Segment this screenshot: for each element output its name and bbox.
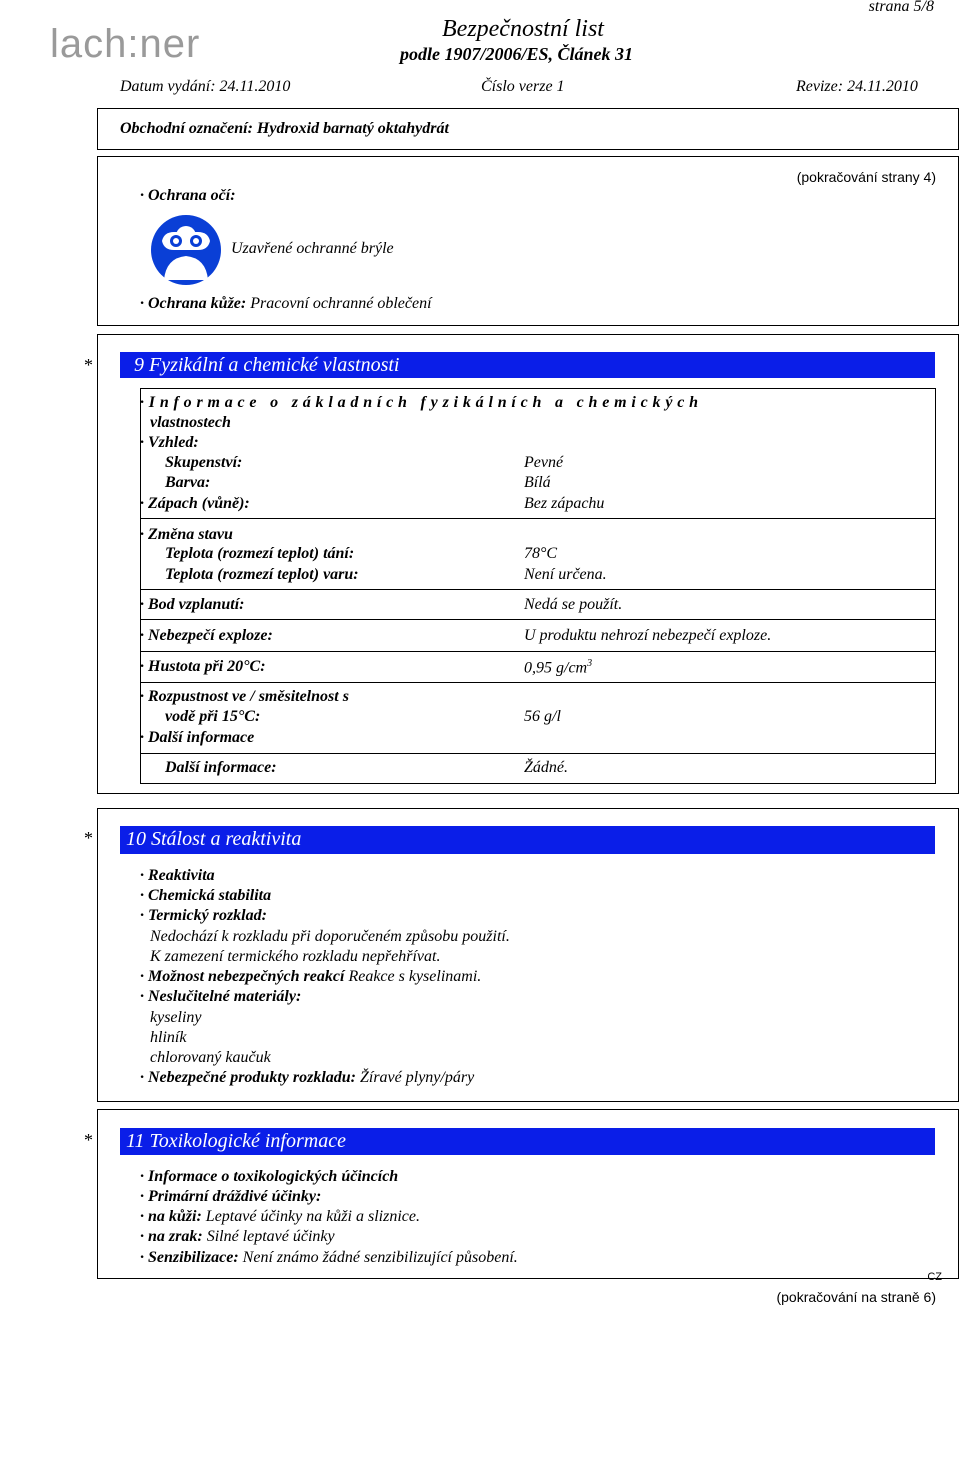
incompatible-material-item: chlorovaný kaučuk [150, 1049, 271, 1066]
boiling-point-value: Není určena. [524, 566, 607, 583]
incompatible-materials-label: · Neslučitelné materiály: [140, 988, 302, 1005]
sensitization-row [140, 1249, 518, 1267]
continued-on: (pokračování na straně 6) [776, 1289, 936, 1305]
hazardous-reactions-value: Reakce s kyselinami. [348, 968, 482, 985]
form-value: Pevné [524, 454, 564, 471]
hazardous-reactions-label: · Možnost nebezpečných reakcí [140, 968, 345, 985]
thermal-decomposition-label: · Termický rozklad: [140, 907, 267, 924]
continued-from: (pokračování strany 4) [796, 169, 936, 185]
eye-effect-label: · na zrak: [140, 1228, 203, 1245]
decomposition-products-row [140, 1069, 474, 1087]
density-value: 0,95 $g/cm^3$ [524, 658, 593, 677]
section9-heading: 9 Fyzikální a chemické vlastnosti [120, 352, 935, 378]
document-subtitle: podle 1907/2006/ES, Článek 31 [400, 44, 634, 64]
thermal-decomposition-text: K zamezení termického rozkladu nepřehřívat. [150, 948, 441, 965]
sensitization-label: · Senzibilizace: [140, 1249, 239, 1266]
section9-change-marker: * [84, 355, 93, 375]
divider [140, 619, 936, 620]
toxicological-info-label: · Informace o toxikologických účincích [140, 1168, 399, 1185]
skin-protection-label: · Ochrana kůže: [140, 295, 247, 312]
basic-info-heading-cont: vlastnostech [150, 414, 231, 431]
divider [140, 518, 936, 519]
document-title: Bezpečnostní list [442, 16, 604, 42]
thermal-decomposition-text: Nedochází k rozkladu při doporučeném způsobu použití. [150, 928, 510, 945]
issue-date: Datum vydání: 24.11.2010 [120, 78, 291, 95]
primary-irritant-label: · Primární dráždivé účinky: [140, 1188, 322, 1205]
page-number: strana 5/8 [868, 0, 934, 15]
explosion-hazard-value: U produktu nehrozí nebezpečí exploze. [524, 627, 772, 644]
language-code: CZ [927, 1271, 942, 1283]
section8-continuation-box [97, 156, 959, 326]
skin-effect-value: Leptavé účinky na kůži a sliznice. [205, 1208, 420, 1225]
product-name-box [97, 108, 959, 150]
density-label: · Hustota při 20°C: [140, 658, 266, 675]
company-logo: lach:ner [50, 22, 201, 66]
divider [140, 589, 936, 590]
eye-effect-row [140, 1228, 335, 1246]
decomposition-products-value: Žíravé plyny/páry [359, 1069, 475, 1086]
explosion-hazard-label: · Nebezpečí exploze: [140, 627, 273, 644]
other-info-heading: · Další informace [140, 729, 255, 746]
solubility-value: 56 g/l [524, 708, 561, 725]
incompatible-material-item: hliník [150, 1029, 187, 1046]
revision-date: Revize: 24.11.2010 [796, 78, 918, 95]
skin-effect-row [140, 1208, 420, 1226]
skin-protection-value: Pracovní ochranné oblečení [250, 295, 432, 312]
skin-protection-row [140, 295, 432, 313]
section10-heading: 10 Stálost a reaktivita [120, 826, 935, 854]
safety-goggles-icon [150, 214, 222, 286]
skin-effect-label: · na kůži: [140, 1208, 202, 1225]
odour-value: Bez zápachu [524, 495, 605, 512]
eye-effect-value: Silné leptavé účinky [206, 1228, 335, 1245]
solubility-label-cont: vodě při 15°C: [165, 708, 261, 725]
change-of-state-label: · Změna stavu [140, 526, 233, 543]
melting-point-value: 78°C [524, 545, 558, 562]
trade-name: Obchodní označení: Hydroxid barnatý oktahydrát [120, 120, 449, 137]
flash-point-value: Nedá se použít. [524, 596, 623, 613]
incompatible-material-item: kyseliny [150, 1009, 202, 1026]
eye-protection-label: · Ochrana očí: [140, 187, 236, 204]
version-number: Číslo verze 1 [481, 78, 565, 95]
melting-point-label: Teplota (rozmezí teplot) tání: [165, 545, 355, 562]
boiling-point-label: Teplota (rozmezí teplot) varu: [165, 566, 359, 583]
flash-point-label: · Bod vzplanutí: [140, 596, 245, 613]
decomposition-products-label: · Nebezpečné produkty rozkladu: [140, 1069, 356, 1086]
section9-inner-frame [140, 388, 936, 655]
color-value: Bílá [524, 474, 551, 491]
sensitization-value: Není známo žádné senzibilizující působení. [242, 1249, 518, 1266]
form-label: Skupenství: [165, 454, 243, 471]
other-info-label: Další informace: [165, 759, 277, 776]
appearance-label: · Vzhled: [140, 434, 199, 451]
section11-heading: 11 Toxikologické informace [120, 1128, 935, 1155]
chemical-stability-label: · Chemická stabilita [140, 887, 272, 904]
eye-icon-caption: Uzavřené ochranné brýle [231, 240, 394, 257]
odour-label: · Zápach (vůně): [140, 495, 250, 512]
other-info-value: Žádné. [524, 759, 568, 776]
reactivity-label: · Reaktivita [140, 867, 215, 884]
hazardous-reactions-row [140, 968, 481, 986]
section11-change-marker: * [84, 1130, 93, 1150]
section10-change-marker: * [84, 828, 93, 848]
basic-info-heading: · I n f o r m a c e o z á k l a d n í c h f y z i k á l n í c h a c h e m i c k ý c h [140, 394, 699, 411]
solubility-label: · Rozpustnost ve / směsitelnost s [140, 688, 349, 705]
color-label: Barva: [165, 474, 211, 491]
